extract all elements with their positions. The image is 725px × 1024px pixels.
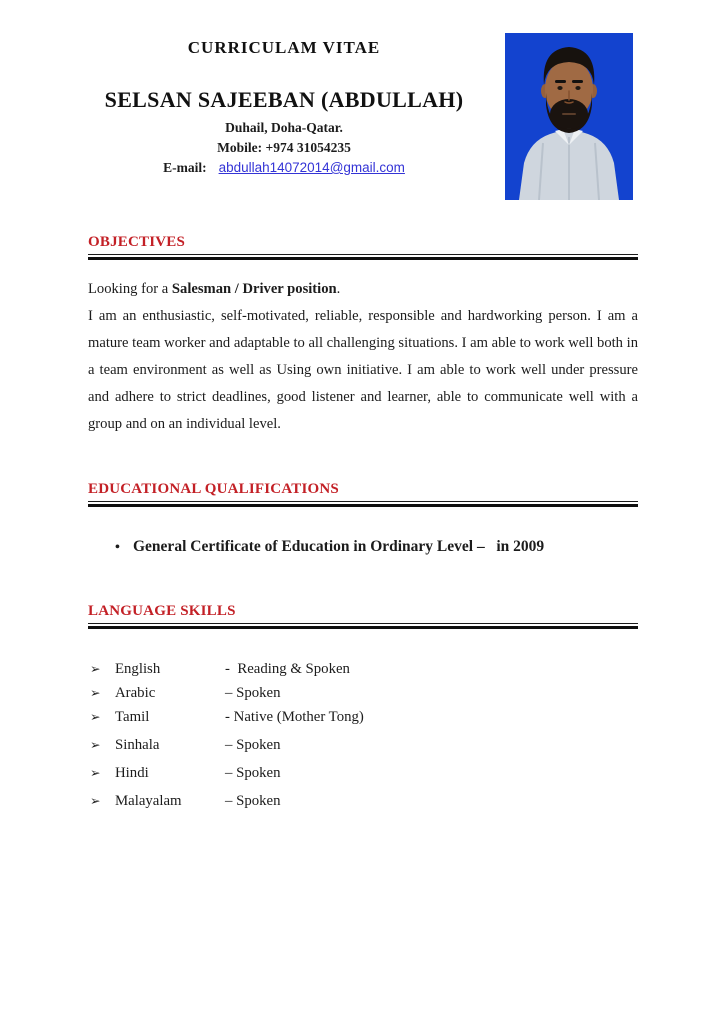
language-level: – Spoken xyxy=(225,684,281,701)
portrait-illustration xyxy=(505,33,633,200)
language-name: Tamil xyxy=(115,708,150,725)
section-education xyxy=(88,480,638,556)
language-row xyxy=(88,708,638,726)
section-divider xyxy=(88,501,638,507)
email-link[interactable]: abdullah14072014@gmail.com xyxy=(218,160,405,175)
section-divider xyxy=(88,254,638,260)
language-row xyxy=(88,736,638,754)
language-level: - Reading & Spoken xyxy=(225,660,350,677)
objective-intro-prefix: Looking for a xyxy=(88,280,172,297)
language-name: Arabic xyxy=(115,684,156,701)
language-level: – Spoken xyxy=(225,764,281,781)
header xyxy=(88,38,480,176)
language-row xyxy=(88,792,638,810)
education-item xyxy=(88,538,638,556)
language-level: - Native (Mother Tong) xyxy=(225,708,364,725)
arrow-bullet-icon: ➢ xyxy=(90,792,101,808)
section-languages xyxy=(88,602,638,820)
section-heading-languages: LANGUAGE SKILLS xyxy=(88,603,236,619)
language-name: Sinhala xyxy=(115,736,160,753)
candidate-name: SELSAN SAJEEBAN (ABDULLAH) xyxy=(104,87,464,112)
section-divider xyxy=(88,623,638,629)
cv-title: CURRICULAM VITAE xyxy=(187,38,381,57)
objective-intro xyxy=(88,276,638,303)
language-level: – Spoken xyxy=(225,736,281,753)
education-item-text: General Certificate of Education in Ordinary Level – in 2009 xyxy=(133,537,545,555)
arrow-bullet-icon: ➢ xyxy=(90,684,101,700)
language-list xyxy=(88,660,638,810)
section-objectives xyxy=(88,233,638,453)
objective-intro-suffix: . xyxy=(336,280,341,297)
objective-position: Salesman / Driver position xyxy=(171,280,337,297)
arrow-bullet-icon: ➢ xyxy=(90,708,101,724)
arrow-bullet-icon: ➢ xyxy=(90,764,101,780)
language-name: Malayalam xyxy=(115,792,182,809)
email-label: E-mail: xyxy=(163,160,207,175)
bullet-icon: • xyxy=(115,539,120,555)
address-line: Duhail, Doha-Qatar. xyxy=(225,120,343,135)
profile-photo xyxy=(505,33,633,200)
email-row xyxy=(88,160,480,176)
arrow-bullet-icon: ➢ xyxy=(90,660,101,676)
language-row xyxy=(88,764,638,782)
language-name: English xyxy=(115,660,161,677)
arrow-bullet-icon: ➢ xyxy=(90,736,101,752)
section-heading-education: EDUCATIONAL QUALIFICATIONS xyxy=(88,481,339,497)
mobile-line: Mobile: +974 31054235 xyxy=(217,140,351,155)
objective-body: I am an enthusiastic, self-motivated, reliable, responsible and hardworking person. I am a mature team worker and adaptable to all challenging situations. I am able to work well both in a team environment as well as Using own initiative. I am able to work well under pressure and adhere to strict deadlines, good listener and learner, able to communicate well with a group and on an individual level. xyxy=(88,307,638,432)
language-row xyxy=(88,684,638,702)
language-name: Hindi xyxy=(115,764,149,781)
language-level: – Spoken xyxy=(225,792,281,809)
language-row xyxy=(88,660,638,678)
section-heading-objectives: OBJECTIVES xyxy=(88,234,186,250)
